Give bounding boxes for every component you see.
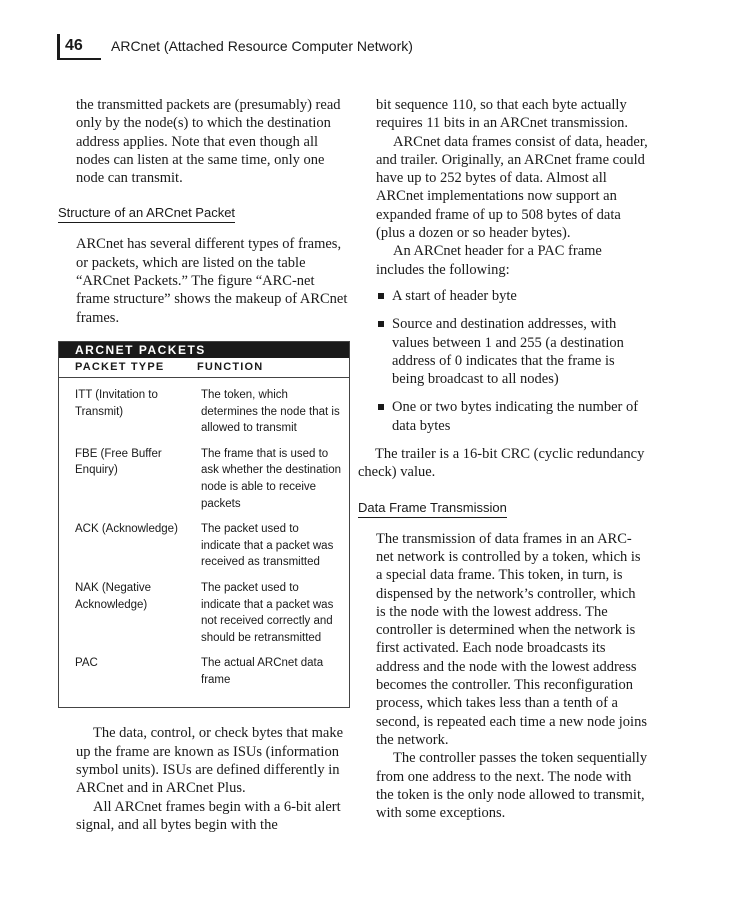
- arcnet-packets-table: [58, 341, 350, 709]
- packet-function: The frame that is used to ask whether the destination node is able to receive packets: [201, 447, 342, 510]
- table-row: [75, 446, 349, 512]
- paragraph: The transmission of data frames in an ARC-net network is controlled by a token, which is a special data frame. This token, in turn, is dispensed by the network’s controller, which is the node with the lowest address. The controller is determined when the network is first activated. Each node broadcasts its address and the node with the lowest address becomes the controller. This reconfiguration process, which takes less than a tenth of a second, is repeated each time a new node joins the network.: [376, 530, 647, 748]
- bullet-icon: [378, 404, 384, 410]
- table-row: [75, 655, 349, 688]
- list-item: [358, 398, 648, 435]
- list-item: [358, 287, 648, 305]
- packet-type: ACK (Acknowledge): [75, 523, 178, 536]
- right-column: [358, 96, 648, 822]
- left-column: [58, 96, 348, 834]
- list-item-text: A start of header byte: [392, 287, 517, 304]
- packet-type: PAC: [75, 657, 98, 670]
- list-item-text: One or two bytes indicating the number of data bytes: [392, 399, 639, 434]
- paragraph: The controller passes the token sequentially from one address to the next. The node with the token is the only node allowed to transmit, with some exceptions.: [376, 750, 648, 822]
- section-heading: Structure of an ARCnet Packet: [58, 205, 235, 223]
- table-row: [75, 387, 349, 437]
- packet-function: The token, which determines the node that is allowed to transmit: [201, 388, 340, 435]
- paragraph: bit sequence 110, so that each byte actually requires 11 bits in an ARCnet transmission.: [376, 97, 628, 132]
- table-header: [59, 358, 349, 378]
- packet-type: FBE (Free Buffer Enquiry): [75, 447, 162, 477]
- column-header: FUNCTION: [197, 360, 264, 373]
- paragraph: ARCnet data frames consist of data, header, and trailer. Originally, an ARCnet frame could have up to 252 bytes of data. Almost all ARCnet implementations now support an expanded frame of up to 508 bytes of data (plus a dozen or so header bytes).: [376, 133, 648, 242]
- table-title: ARCNET PACKETS: [59, 342, 349, 358]
- packet-type: NAK (Negative Acknowledge): [75, 581, 152, 611]
- paragraph: The trailer is a 16-bit CRC (cyclic redundancy check) value.: [358, 446, 645, 481]
- column-header: PACKET TYPE: [75, 360, 165, 373]
- paragraph: An ARCnet header for a PAC frame includes the following:: [376, 243, 602, 278]
- packet-function: The packet used to indicate that a packet was received as transmitted: [201, 523, 334, 569]
- packet-function: The actual ARCnet data frame: [201, 657, 324, 686]
- header-rule: [57, 58, 101, 60]
- packet-type: ITT (Invitation to Transmit): [75, 388, 158, 418]
- paragraph: All ARCnet frames begin with a 6-bit alert signal, and all bytes begin with the: [76, 798, 341, 833]
- paragraph: The data, control, or check bytes that make up the frame are known as ISUs (information symbol units). ISUs are defined differently in ARCnet and in ARCnet Plus.: [76, 725, 344, 797]
- paragraph: ARCnet has several different types of frames, or packets, which are listed on the table “ARCnet Packets.” The figure “ARC-net frame structure” shows the makeup of ARCnet frames.: [76, 236, 348, 326]
- page-number: 46: [65, 37, 83, 54]
- packet-function: The packet used to indicate that a packet was not received correctly and should be retransmitted: [201, 581, 334, 644]
- list-item-text: Source and destination addresses, with values between 1 and 255 (a destination address of 0 indicates that the frame is being broadcast to all nodes): [392, 316, 624, 388]
- section-heading: Data Frame Transmission: [358, 500, 507, 518]
- table-row: [75, 521, 349, 571]
- list-item: [358, 315, 648, 388]
- running-header: [57, 32, 697, 60]
- bullet-icon: [378, 293, 384, 299]
- header-bar: [57, 34, 60, 60]
- running-title: ARCnet (Attached Resource Computer Network): [111, 38, 413, 54]
- paragraph: the transmitted packets are (presumably) read only by the node(s) to which the destination address applies. Note that even though all nodes can listen at the same time, only one node can transmit.: [76, 97, 341, 187]
- table-row: [75, 580, 349, 646]
- header-contents-list: [358, 287, 648, 435]
- table-body: [59, 378, 349, 708]
- bullet-icon: [378, 321, 384, 327]
